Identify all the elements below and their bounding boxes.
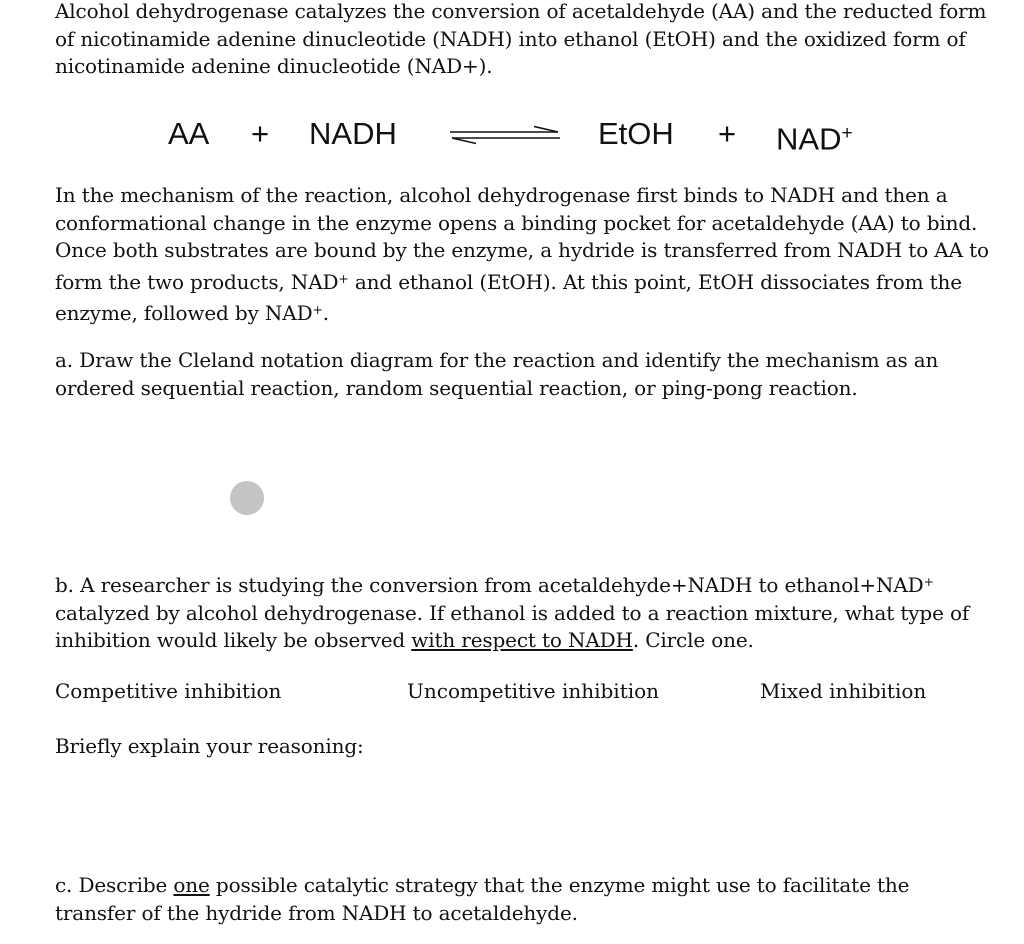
mechanism-superscript-1: + (338, 270, 349, 286)
question-a-text: a. Draw the Cleland notation diagram for the reaction and identify the mechanism as an ordered sequential reaction, random sequential reaction, or ping-pong reaction. (55, 348, 939, 400)
question-b-text-2: catalyzed by alcohol dehydrogenase. If ethanol is added to a reaction mixture, what type of inhibition would likely be observed (55, 600, 970, 653)
question-b-text-1: b. A researcher is studying the conversion from acetaldehyde+NADH to ethanol+NAD (55, 573, 924, 598)
question-b-underlined: with respect to NADH (411, 628, 633, 653)
mechanism-text-2: and ethanol (EtOH). At this point, EtOH dissociates from the enzyme, followed by NAD (55, 269, 962, 326)
question-a (55, 347, 995, 402)
question-c-text-1: c. Describe (55, 873, 174, 897)
mechanism-superscript-2: + (312, 302, 323, 318)
reasoning-prompt (55, 733, 364, 761)
mechanism-text-3: . (322, 301, 329, 326)
nad-superscript: + (841, 123, 853, 144)
question-c-underlined: one (173, 873, 210, 897)
choice-competitive[interactable]: Competitive inhibition (55, 679, 282, 703)
choice-uncompetitive[interactable]: Uncompetitive inhibition (407, 679, 660, 703)
reactant-aa: AA (168, 116, 210, 151)
reactant-nadh: NADH (309, 116, 397, 151)
cursor-dot-icon (230, 481, 264, 515)
intro-paragraph (55, 0, 995, 81)
plus-sign: + (251, 116, 270, 151)
choice-mixed[interactable]: Mixed inhibition (760, 679, 927, 703)
nad-base: NAD (776, 121, 842, 157)
mechanism-paragraph (55, 182, 995, 328)
question-c-text-2: possible catalytic strategy that the enzyme might use to facilitate the transfer of the hydride from NADH to acetaldehyde. (55, 873, 910, 925)
question-c (55, 872, 995, 927)
question-b (55, 568, 1005, 655)
intro-text: Alcohol dehydrogenase catalyzes the conversion of acetaldehyde (AA) and the reducted form of nicotinamide adenine dinucleotide (NADH) into ethanol (EtOH) and the oxidized form of nicotinamide adenine dinucleotide (NAD+). (55, 0, 987, 78)
product-nad-plus (776, 114, 853, 160)
mechanism-text-1: In the mechanism of the reaction, alcohol dehydrogenase first binds to NADH and then a conformational change in the enzyme opens a binding pocket for acetaldehyde (AA) to bind. Once both substrates are bound by the enzyme, a hydride is transferred from NADH to AA to form the two products, NAD (55, 183, 989, 294)
equilibrium-arrow-icon (448, 124, 562, 146)
reasoning-text: Briefly explain your reasoning: (55, 734, 364, 758)
product-etoh: EtOH (598, 116, 674, 151)
question-b-text-3: . Circle one. (632, 628, 754, 653)
question-b-superscript: + (923, 574, 934, 589)
plus-sign: + (718, 116, 737, 151)
